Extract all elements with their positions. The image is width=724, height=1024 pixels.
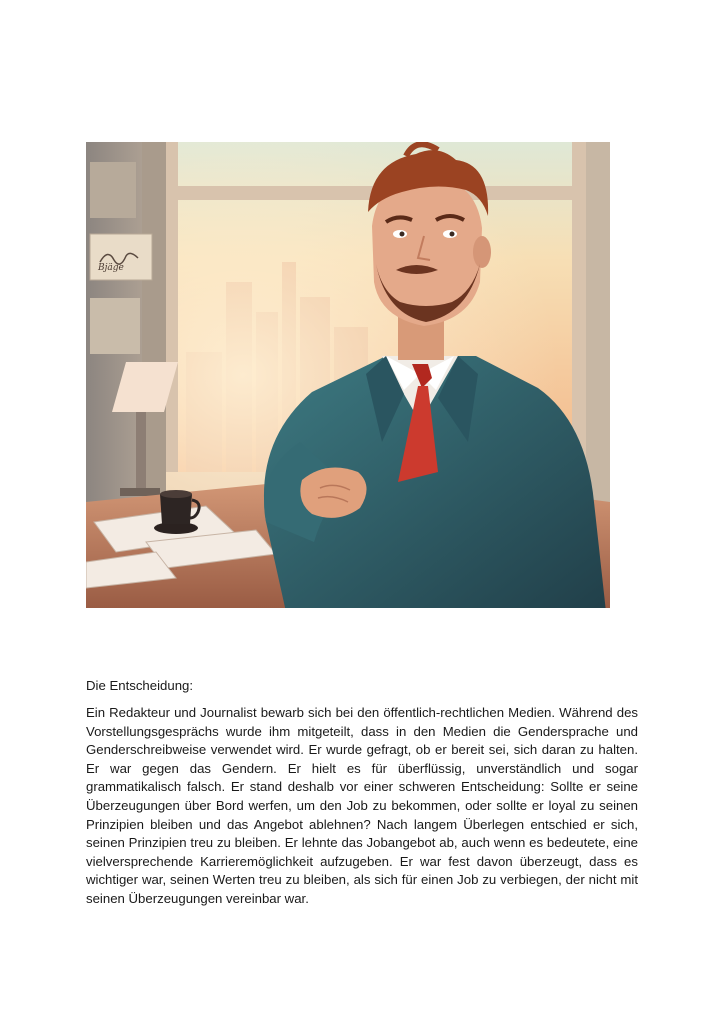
businessman-office-illustration <box>86 142 610 608</box>
document-heading: Die Entscheidung: <box>86 678 194 693</box>
svg-text:Bjäge: Bjäge <box>98 263 124 273</box>
fist <box>300 468 366 518</box>
face <box>372 176 482 326</box>
illustration <box>86 142 610 608</box>
pinned-note <box>90 234 152 280</box>
document-body-paragraph: Ein Redakteur und Journalist bewarb sich bei den öffentlich-rechtlichen Medien. Während des Vorstellungsgesprächs wurde ihm mitgeteilt, dass in den Medien die Gendersprache und Genderschreibweise verwendet wird. Er wurde gefragt, ob er bereit sei, sich daran zu halten. Er war gegen das Gendern. Er hielt es für überflüssig, unverständlich und sogar grammatikalisch falsch. Er stand deshalb vor einer schweren Entscheidung: Sollte er seine Überzeugungen über Bord werfen, um den Job zu bekommen, oder sollte er loyal zu seinen Prinzipien bleiben und das Angebot ablehnen? Nach langem Überlegen entschied er sich, seinen Prinzipien treu zu bleiben. Er lehnte das Jobangebot ab, auch wenn es bedeutete, eine vielversprechende Karrieremöglichkeit aufzugeben. Er war fest davon überzeugt, dass es wichtiger war, seinen Werten treu zu bleiben, als sich für einen Job zu verbiegen, der nicht mit seinen Überzeugungen vereinbar war. <box>86 705 638 906</box>
